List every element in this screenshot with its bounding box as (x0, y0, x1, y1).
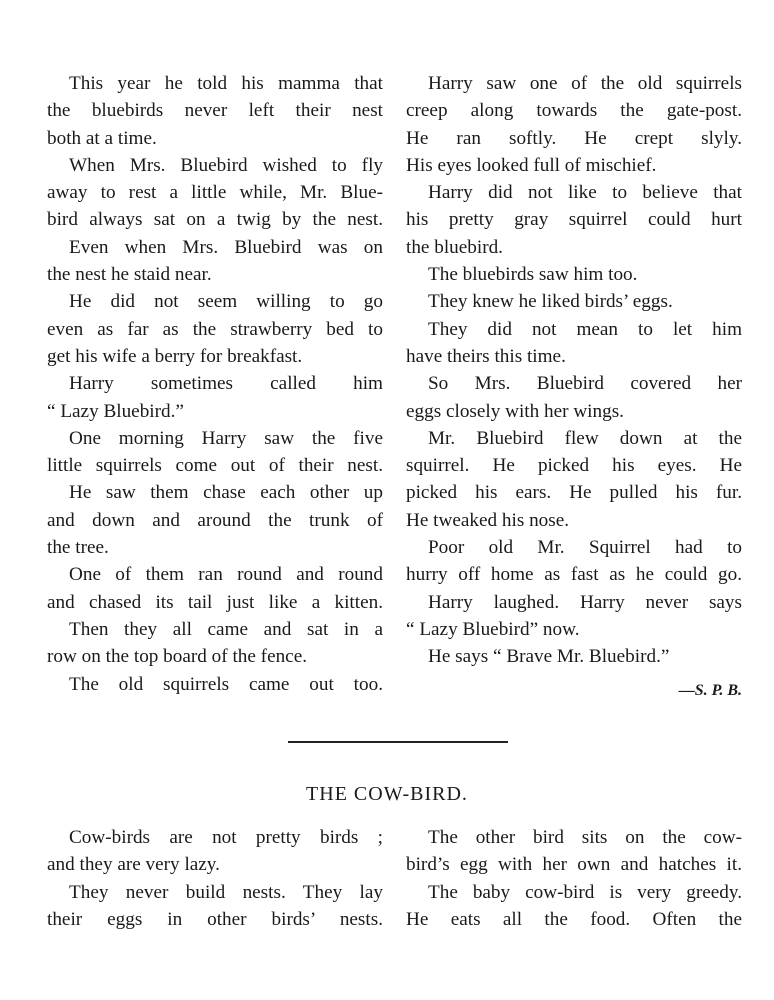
text-line: He saw them chase each other up (69, 482, 383, 504)
text-line: So Mrs. Bluebird covered her (428, 373, 742, 395)
author-signature: —S. P. B. (678, 682, 742, 699)
text-line: eggs closely with her wings. (406, 400, 624, 422)
text-line: One of them ran round and round (69, 564, 383, 586)
text-line: When Mrs. Bluebird wished to fly (69, 154, 383, 176)
text-line: He did not seem willing to go (69, 291, 383, 313)
text-line: hurry off home as fast as he could go. (406, 564, 742, 586)
text-line: the tree. (47, 537, 109, 559)
text-line: get his wife a berry for breakfast. (47, 345, 303, 367)
text-line: the bluebirds never left their nest (47, 100, 383, 122)
text-line: The other bird sits on the cow- (428, 827, 742, 848)
text-line: picked his ears. He pulled his fur. (406, 482, 742, 504)
text-line: bird’s egg with her own and hatches it. (406, 854, 742, 876)
text-line: both at a time. (47, 127, 157, 149)
right-column-bottom (406, 824, 742, 933)
text-line: bird always sat on a twig by the nest. (47, 209, 383, 231)
text-line: They knew he liked birds’ eggs. (428, 291, 673, 313)
text-line: The baby cow-bird is very greedy. (428, 881, 742, 903)
left-column-top (47, 70, 383, 698)
text-line: their eggs in other birds’ nests. (47, 908, 383, 930)
text-line: row on the top board of the fence. (47, 646, 308, 668)
text-line: “ Lazy Bluebird.” (47, 400, 184, 422)
text-line: Mr. Bluebird flew down at the (428, 427, 742, 449)
section-divider (288, 741, 508, 743)
text-line: Harry did not like to believe that (428, 182, 742, 204)
text-line: Then they all came and sat in a (69, 618, 383, 640)
text-line: Even when Mrs. Bluebird was on (69, 236, 383, 258)
text-line: away to rest a little while, Mr. Blue- (47, 182, 383, 204)
text-line: The old squirrels came out too. (69, 673, 383, 695)
text-line: little squirrels come out of their nest. (47, 455, 383, 477)
text-line: Harry saw one of the old squirrels (428, 73, 742, 94)
text-line: the nest he staid near. (47, 264, 212, 286)
text-line: This year he told his mamma that (69, 73, 383, 94)
text-line: Harry sometimes called him (69, 373, 383, 395)
text-line: his pretty gray squirrel could hurt (406, 209, 742, 231)
text-line: the bluebird. (406, 236, 503, 258)
left-column-bottom (47, 824, 383, 933)
text-line: and they are very lazy. (47, 854, 220, 876)
text-line: creep along towards the gate-post. (406, 100, 742, 122)
text-line: have theirs this time. (406, 345, 566, 367)
right-column-top (406, 70, 742, 671)
text-line: and chased its tail just like a kitten. (47, 591, 383, 613)
text-line: and down and around the trunk of (47, 509, 383, 531)
text-line: The bluebirds saw him too. (428, 264, 638, 286)
text-line: His eyes looked full of mischief. (406, 154, 657, 176)
text-line: even as far as the strawberry bed to (47, 318, 383, 340)
text-line: They did not mean to let him (428, 318, 742, 340)
text-line: Cow-birds are not pretty birds ; (69, 827, 383, 848)
text-line: He says “ Brave Mr. Bluebird.” (428, 646, 670, 668)
text-line: He eats all the food. Often the (406, 908, 742, 930)
text-line: Harry laughed. Harry never says (428, 591, 742, 613)
section-heading: THE COW-BIRD. (306, 783, 468, 805)
text-line: He tweaked his nose. (406, 509, 570, 531)
text-line: Poor old Mr. Squirrel had to (428, 537, 742, 559)
text-line: squirrel. He picked his eyes. He (406, 455, 742, 477)
text-line: They never build nests. They lay (69, 881, 383, 903)
text-line: “ Lazy Bluebird” now. (406, 618, 580, 640)
text-line: He ran softly. He crept slyly. (406, 127, 742, 149)
text-line: One morning Harry saw the five (69, 427, 383, 449)
